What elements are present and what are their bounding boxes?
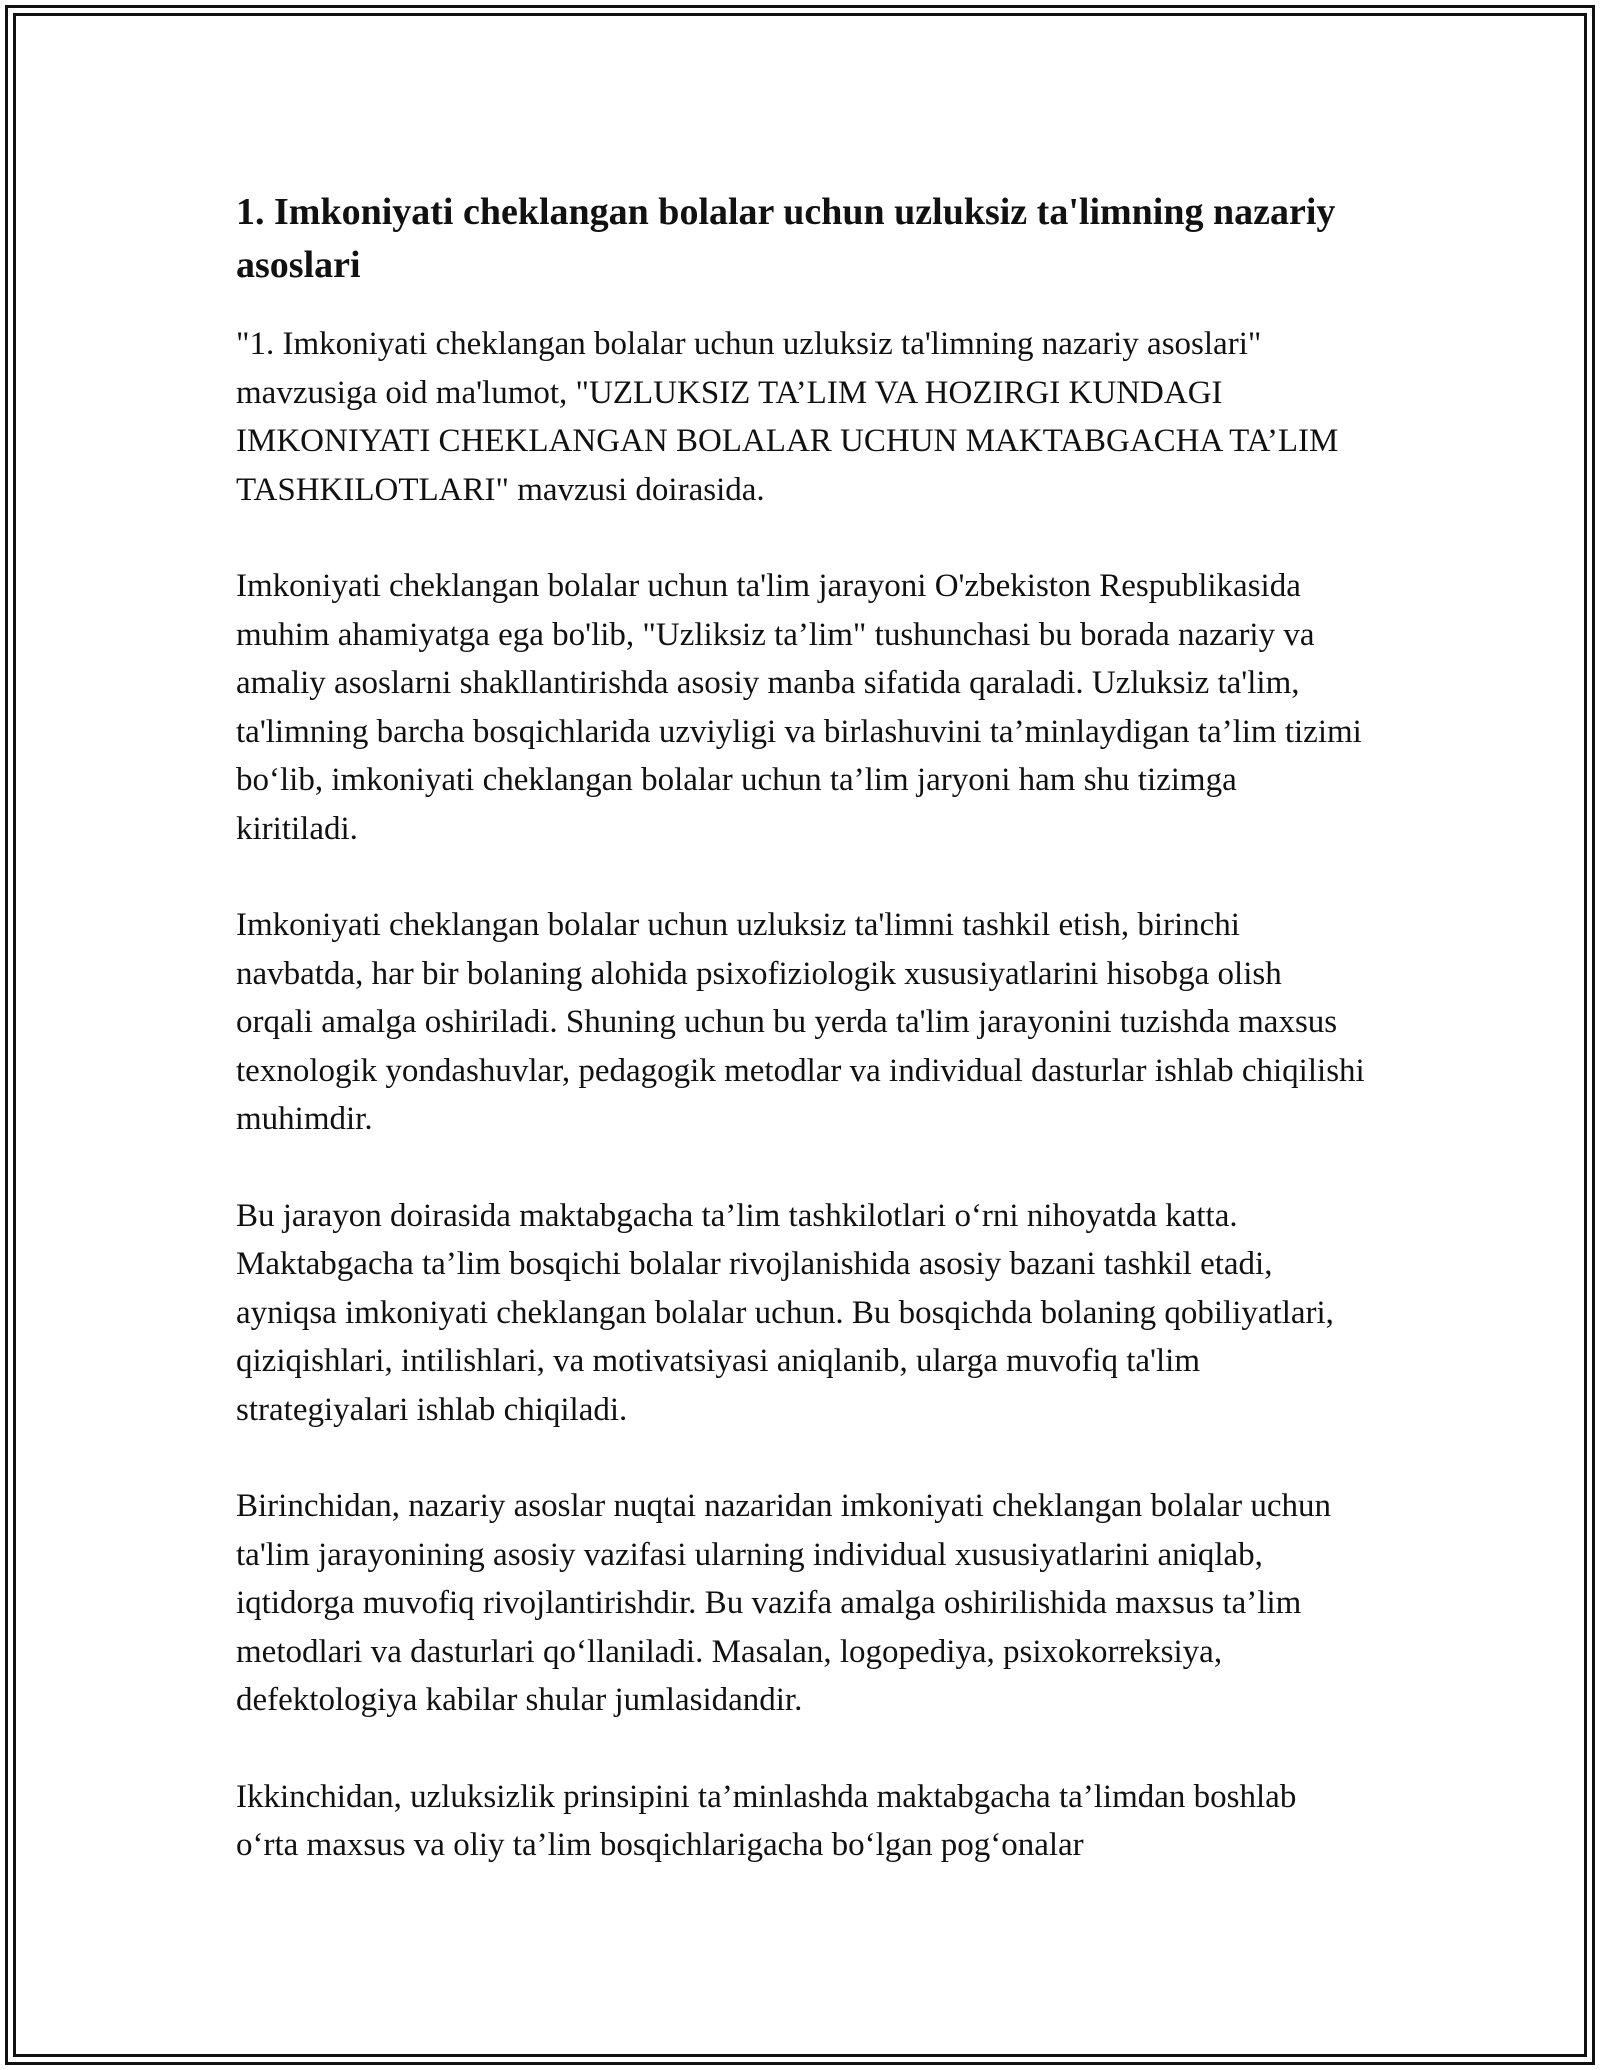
paragraph-continuous-education: Imkoniyati cheklangan bolalar uchun ta'lim jarayoni O'zbekiston Respublikasida muhim ahamiyatga ega bo'lib, "Uzliksiz ta’lim" tushunchasi bu borada nazariy va amaliy asoslarni shakllantirishda asosiy manba sifatida qaraladi. Uzluksiz ta'lim, ta'limning barcha bosqichlarida uzviyligi va birlashuvini ta’minlaydigan ta’lim tizimi bo‘lib, imkoniyati cheklangan bolalar uchun ta’lim jaryoni ham shu tizimga kiritiladi. <box>236 568 1362 847</box>
paragraph-preschool: Bu jarayon doirasida maktabgacha ta’lim tashkilotlari o‘rni nihoyatda katta. Maktabgacha ta’lim bosqichi bolalar rivojlanishida asosiy bazani tashkil etadi, ayniqsa imkoniyati cheklangan bolalar uchun. Bu bosqichda bolaning qobiliyatlari, qiziqishlari, intilishlari, va motivatsiyasi aniqlanib, ularga muvofiq ta'lim strategiyalari ishlab chiqiladi. <box>236 1197 1334 1428</box>
paragraph-intro: "1. Imkoniyati cheklangan bolalar uchun uzluksiz ta'limning nazariy asoslari" mavzusiga oid ma'lumot, "UZLUKSIZ TA’LIM VA HOZIRGI KUNDAGI IMKONIYATI CHEKLANGAN BOLALAR UCHUN MAKTABGACHA TA’LIM TASHKILOTLARI" mavzusi doirasida. <box>236 326 1339 508</box>
paragraph-organization: Imkoniyati cheklangan bolalar uchun uzluksiz ta'limni tashkil etish, birinchi navbatda, har bir bolaning alohida psixofiziologik xususiyatlarini hisobga olish orqali amalga oshiriladi. Shuning uchun bu yerda ta'lim jarayonini tuzishda maxsus texnologik yondashuvlar, pedagogik metodlar va individual dasturlar ishlab chiqilishi muhimdir. <box>236 907 1365 1137</box>
paragraph-secondly: Ikkinchidan, uzluksizlik prinsipini ta’minlashda maktabgacha ta’limdan boshlab o‘rta maxsus va oliy ta’lim bosqichlarigacha bo‘lgan pog‘onalar <box>236 1778 1297 1863</box>
paragraph-firstly: Birinchidan, nazariy asoslar nuqtai nazaridan imkoniyati cheklangan bolalar uchun ta'lim jarayonining asosiy vazifasi ularning individual xususiyatlarini aniqlab, iqtidorga muvofiq rivojlantirishdir. Bu vazifa amalga oshirilishida maxsus ta’lim metodlari va dasturlari qo‘llaniladi. Masalan, logopediya, psixokorreksiya, defektologiya kabilar shular jumlasidandir. <box>236 1488 1332 1718</box>
document-title: 1. Imkoniyati cheklangan bolalar uchun uzluksiz ta'limning nazariy asoslari <box>236 191 1336 286</box>
document-body <box>236 186 1366 1918</box>
